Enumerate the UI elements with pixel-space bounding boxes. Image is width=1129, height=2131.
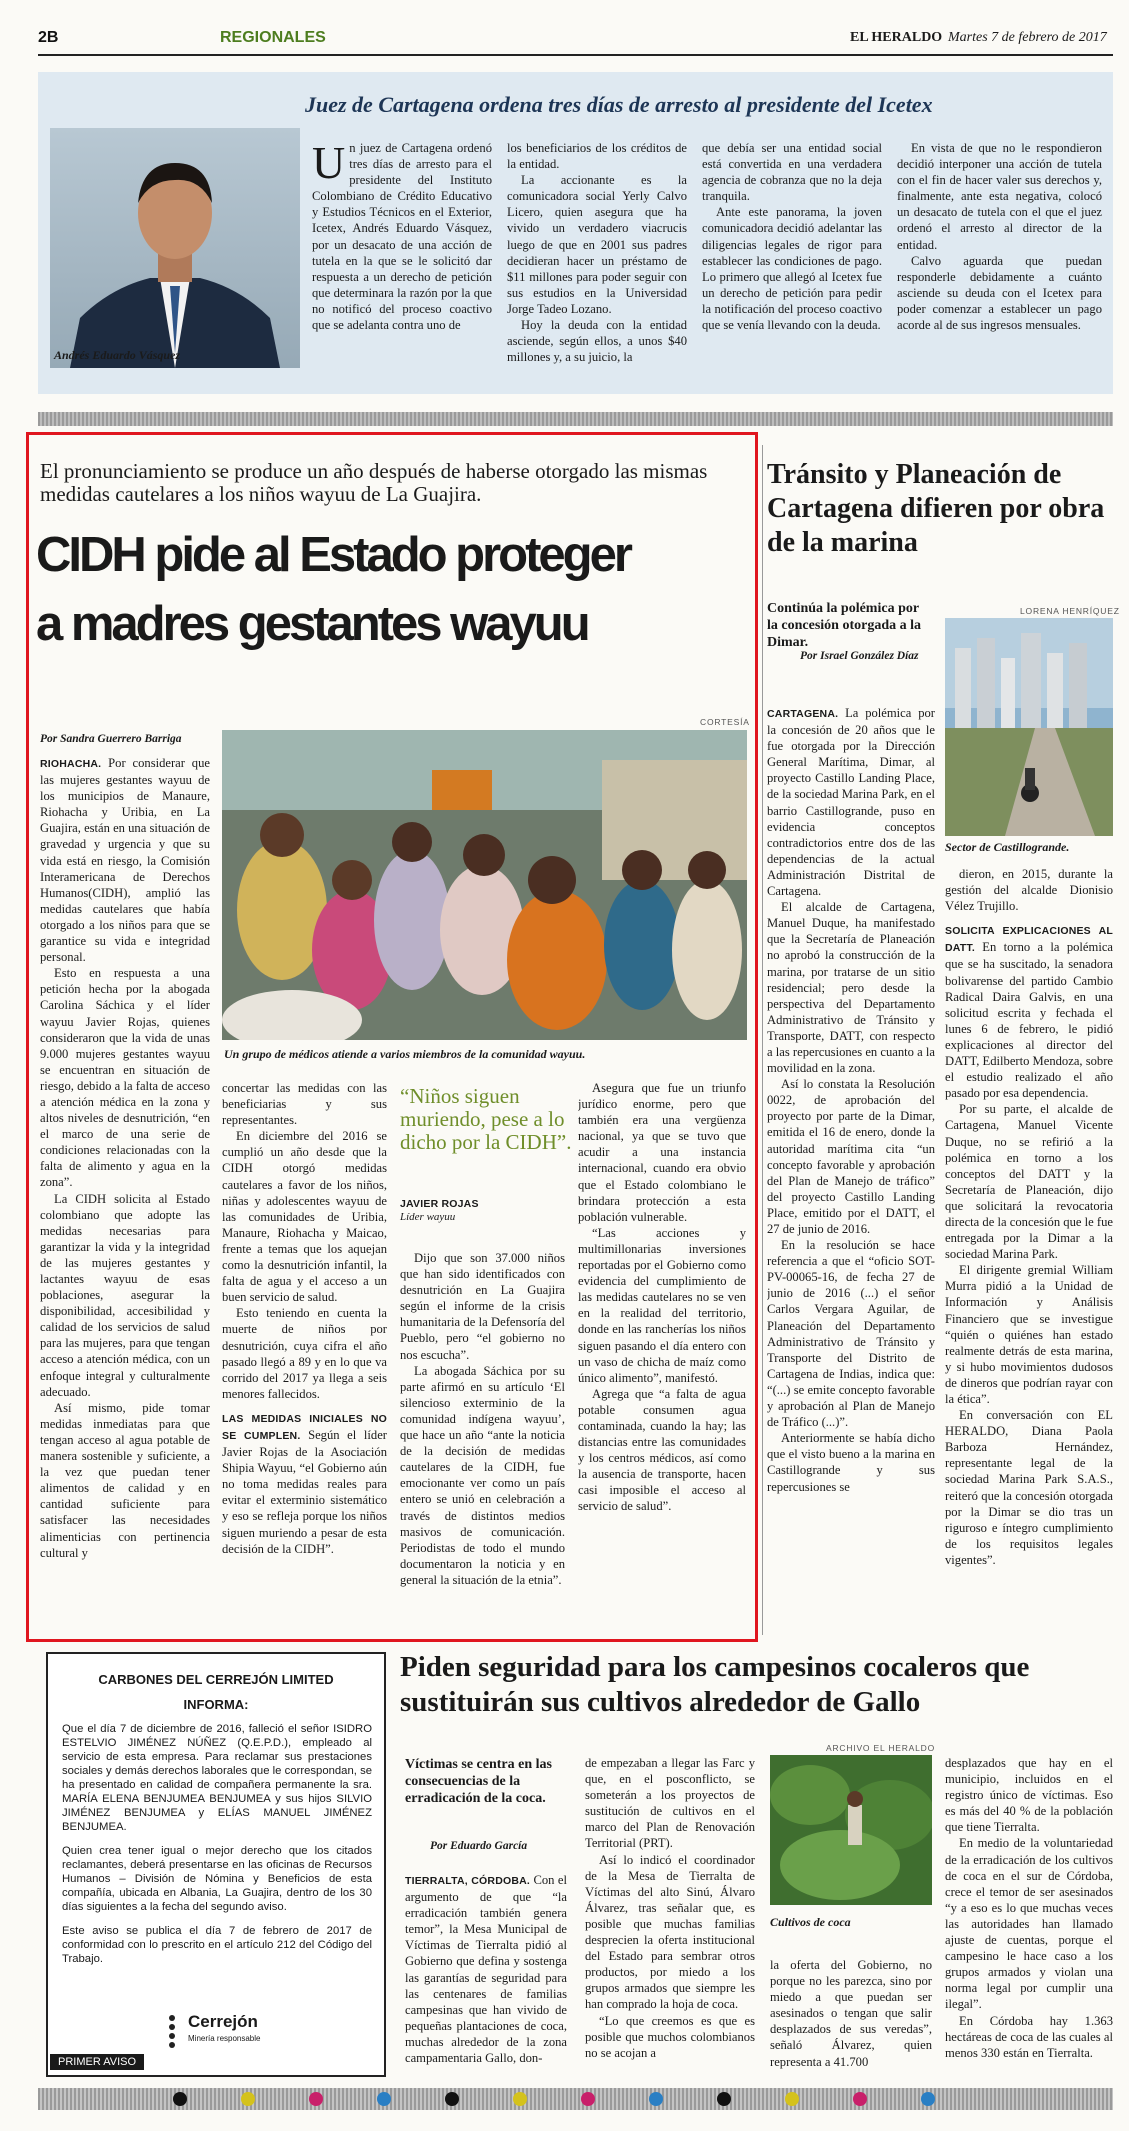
cidh-quote-author: JAVIER ROJAS bbox=[400, 1198, 479, 1210]
transito-text: En torno a la polémica que se ha suscitado, la senadora bolivarense del partido Cambio Radical Daira Galvis, en una solicitud escrita y fechada el lunes 6 de febrero, le pidió explicaciones al director del DATT, Edilberto Mendoza, sobre el estudio realizado el año pasado por esa dependencia. bbox=[945, 940, 1113, 1101]
icetex-paragraph: Ante este panorama, la joven comunicadora decidió adelantar las diligencias legales de rigor para establecer las condiciones de pago. Lo primero que allegó al Icetex fue un derecho de petición para pedir la notificación del proceso coactivo que se venía llevando con la deuda. bbox=[702, 205, 882, 333]
header-rule bbox=[38, 54, 1113, 56]
transito-paragraph: Por su parte, el alcalde de Cartagena, Manuel Vicente Duque, no se refirió a la polémica en torno a los conceptos del DATT y la Secretaría de Planeación, dijo que solicitará la revocatoria directa de la concesión que le fue entregada por la Dimar a la sociedad Marina Park. bbox=[945, 1102, 1113, 1262]
cidh-paragraph: Esto teniendo en cuenta la muerte de niños por desnutrición, cuya cifra el año pasado llegó a 89 y en lo que va corrido del 2017 ya llega a seis menores fallecidos. bbox=[222, 1306, 387, 1401]
cidh-paragraph bbox=[40, 755, 210, 965]
section-name: REGIONALES bbox=[220, 29, 326, 46]
cidh-column-4 bbox=[578, 1080, 746, 1610]
black-swatch-icon bbox=[445, 2092, 459, 2106]
gallo-paragraph: Así lo indicó el coordinador de la Mesa de Tierralta de Víctimas del alto Sinú, Álvaro Álvarez, tras señalar que, es posible que muchas familias desprecien la oferta institucional del Estado para sembrar otros productos, por miedo a los grupos armados que siempre les han comprado la hoja de coca. bbox=[585, 1852, 755, 2012]
transito-column-1 bbox=[767, 705, 935, 1625]
issue-date: Martes 7 de febrero de 2017 bbox=[948, 30, 1107, 45]
coca-crops-icon bbox=[770, 1755, 932, 1905]
gallo-photo-caption: Cultivos de coca bbox=[770, 1915, 851, 1929]
icetex-photo bbox=[50, 128, 300, 368]
cidh-headline-line-1: CIDH pide al Estado proteger bbox=[36, 528, 630, 582]
gallo-paragraph: “Lo que creemos es que es posible que muchos colombianos no se acojan a bbox=[585, 2013, 755, 2060]
notice-body bbox=[62, 1722, 372, 1966]
cerrejon-logo bbox=[160, 2010, 280, 2050]
icetex-column-4 bbox=[897, 140, 1102, 380]
transito-photo bbox=[945, 618, 1113, 836]
icetex-column-3 bbox=[702, 140, 882, 380]
transito-dateline: CARTAGENA. bbox=[767, 708, 839, 720]
transito-byline: Por Israel González Díaz bbox=[800, 650, 919, 662]
page-number: 2B bbox=[38, 29, 59, 46]
cidh-paragraph: La CIDH solicita al Estado colombiano que adopte las medidas necesarias para garantizar la vida y la integridad de las mujeres gestantes y lactantes wayuu de esas poblaciones, asegurar la disponibilidad, accesibilidad y calidad de los servicios de salud para las mujeres, para que tengan acceso a atención médica, con un enfoque integral y culturalmente adecuado. bbox=[40, 1191, 210, 1399]
community-photo-icon bbox=[222, 730, 747, 1040]
icetex-column-2 bbox=[507, 140, 687, 380]
notice-company: CARBONES DEL CERREJÓN LIMITED bbox=[98, 1672, 334, 1687]
icetex-dropcap: U bbox=[312, 140, 346, 188]
icetex-photo-caption: Andrés Eduardo Vásquez bbox=[54, 348, 181, 362]
cidh-deck: El pronunciamiento se produce un año después de haberse otorgado las mismas medidas cautelares a los niños wayuu de La Guajira. bbox=[40, 459, 708, 506]
gallo-headline: Piden seguridad para los campesinos cocaleros que sustituirán sus cultivos alrededor de Gallo bbox=[400, 1651, 1030, 1718]
transito-column-2 bbox=[945, 866, 1113, 1626]
gallo-paragraph: de empezaban a llegar las Farc y que, en el posconflicto, se someterán a los proyectos de sustitución de cultivos en el marco del Plan de Renovación Territorial (PRT). bbox=[585, 1756, 755, 1851]
cidh-subhead: LAS MEDIDAS INICIALES NO SE CUMPLEN. bbox=[222, 1412, 387, 1442]
cidh-paragraph: Esto en respuesta a una petición hecha por la abogada Carolina Sáchica y el líder wayuu Javier Rojas, quienes consideraron que la vida de unas 9.000 mujeres gestantes wayuu se encuentran en situación de riesgo, debido a la falta de acceso a atención médica en la zona y altos niveles de desnutrición, “en el marco de una serie de condiciones relacionadas con la falta de alimento y agua en la zona”. bbox=[40, 966, 210, 1190]
transito-subhead: SOLICITA EXPLICACIONES AL DATT. bbox=[945, 925, 1113, 955]
gallo-paragraph: la oferta del Gobierno, no porque no les parezca, sino por miedo a que puedan ser asesinados o tengan que salir desplazados de sus veredas”, señaló Álvarez, quien representa a 41.700 bbox=[770, 1958, 932, 2069]
notice-footer-label: PRIMER AVISO bbox=[50, 2054, 144, 2070]
icetex-paragraph: Hoy la deuda con la entidad asciende, según ellos, a unos $40 millones y, a su juicio, la bbox=[507, 318, 687, 365]
icetex-paragraph: los beneficiarios de los créditos de la entidad. bbox=[507, 141, 687, 172]
man-portrait-icon bbox=[50, 128, 300, 368]
cidh-quote-role: Líder wayuu bbox=[400, 1211, 456, 1223]
transito-paragraph: El alcalde de Cartagena, Manuel Duque, ha manifestado que la Secretaría de Planeación no aprobó la construcción de la marina, por tratarse de un sitio residencial; pero desde la perspectiva del Departamento Administrativo de Tránsito y Transporte, DATT, con respecto a las repercusiones en cuanto a la movilidad en la zona. bbox=[767, 900, 935, 1076]
icetex-column-1 bbox=[312, 140, 492, 380]
icetex-text-1: n juez de Cartagena ordenó tres días de arresto para el presidente del Instituto Colombiano de Crédito Educativo y Estudios Técnicos en el Exterior, Icetex, Andrés Eduardo Vásquez, por un desacato de una acción de tutela en la que se le solicitó dar respuesta a un derecho de petición que determinara la razón por la que no notificó del proceso coactivo que se adelanta contra uno de bbox=[312, 141, 492, 333]
cyan-swatch-icon bbox=[921, 2092, 935, 2106]
cidh-photo bbox=[222, 730, 747, 1040]
notice-title: INFORMA: bbox=[183, 1697, 249, 1712]
transito-paragraph: El dirigente gremial William Murra pidió a la Unidad de Información y Análisis Financiero que se investigue “quién o quiénes han estado realmente detrás de esta marina, y si hubo movimientos dudosos de dineros que podrían rayar con la ética”. bbox=[945, 1263, 1113, 1406]
cidh-byline: Por Sandra Guerrero Barriga bbox=[40, 733, 182, 745]
cidh-paragraph: Así mismo, pide tomar medidas inmediatas para que tengan acceso al agua potable de manera sostenible y suficiente, a la vez que puedan tener alimentos de calidad y en cantidad suficiente para satisfacer las necesidades alimenticias con pertinencia cultural y bbox=[40, 1400, 210, 1560]
transito-paragraph: Así lo constata la Resolución 0022, de aprobación del proyecto por parte de la Dimar, emitida el 16 de enero, donde la autoridad marítima cita “un concepto favorable y aprobación del Plan de Manejo de tráfico” del proyecto Castillo Landing Place, emitido por el DATT, el 27 de junio de 2016. bbox=[767, 1077, 935, 1236]
cidh-headline-line-2: a madres gestantes wayuu bbox=[36, 597, 588, 651]
magenta-swatch-icon bbox=[581, 2092, 595, 2106]
cidh-paragraph: concertar las medidas con las beneficiarias y sus representantes. bbox=[222, 1081, 387, 1128]
gallo-deck: Víctimas se centra en las consecuencias de la erradicación de la coca. bbox=[405, 1757, 552, 1806]
magenta-swatch-icon bbox=[853, 2092, 867, 2106]
gallo-photo-credit: ARCHIVO EL HERALDO bbox=[826, 1743, 936, 1753]
cidh-dateline: RIOHACHA. bbox=[40, 758, 102, 770]
print-registration-band bbox=[38, 2088, 1113, 2110]
transito-headline: Tránsito y Planeación de Cartagena difieren por obra de la marina bbox=[767, 459, 1105, 558]
transito-paragraph bbox=[767, 705, 935, 899]
transito-paragraph: En conversación con EL HERALDO, Diana Paola Barboza Hernández, representante legal de la sociedad Marina Park S.A.S., reiteró que la concesión otorgada por la Dimar se dio tras un riguroso e íntegro cumplimiento de los requisitos legales vigentes”. bbox=[945, 1408, 1113, 1567]
transito-text: La polémica por la concesión de 20 años que le fue otorgada por la Dirección General Marítima, Dimar, al proyecto Castillo Landing Place, de la sociedad Marina Park, en el barrio Castillogrande, puso en evidencia conceptos contradictorios entre dos de las dependencias de la actual Administración Distrital de Cartagena. bbox=[767, 706, 935, 899]
gallo-paragraph: En medio de la voluntariedad de la erradicación de los cultivos de coca en el sur de Córdoba, crece el temor de ser asesinados “y a eso es lo que muchas veces las autoridades han llamado ajuste de cuentas, porque el campesino le hace caso a los grupos armados y violan una norma legal por cumplir una ilegal”. bbox=[945, 1836, 1113, 2012]
icetex-headline: Juez de Cartagena ordena tres días de arresto al presidente del Icetex bbox=[305, 92, 933, 117]
cidh-paragraph: Asegura que fue un triunfo jurídico enorme, pero que también era una vergüenza nacional, ya que se tuvo que acudir a una instancia internacional, cuando era obvio que el Estado colombiano le brindara protección a esta población vulnerable. bbox=[578, 1081, 746, 1224]
transito-paragraph bbox=[945, 922, 1113, 1101]
transito-paragraph: dieron, en 2015, durante la gestión del alcalde Dionisio Vélez Trujillo. bbox=[945, 867, 1113, 914]
cidh-paragraph: Dijo que son 37.000 niños que han sido identificados con desnutrición en La Guajira según el informe de la crisis humanitaria de la Defensoría del Pueblo, pero “el gobierno no nos escucha”. bbox=[400, 1251, 565, 1362]
transito-deck: Continúa la polémica por la concesión otorgada a la Dimar. bbox=[767, 601, 921, 650]
transito-photo-credit: LORENA HENRÍQUEZ bbox=[1020, 606, 1120, 616]
gallo-column-4 bbox=[945, 1755, 1113, 2077]
icetex-paragraph: La accionante es la comunicadora social Yerly Calvo Licero, quien asegura que ha vivido un verdadero viacrucis luego de que en 2001 sus padres decidieran hacer un préstamo de $11 millones para poder seguir con sus estudios en la Universidad Jorge Tadeo Lozano. bbox=[507, 173, 687, 316]
city-skyline-icon bbox=[945, 618, 1113, 836]
yellow-swatch-icon bbox=[785, 2092, 799, 2106]
cidh-photo-caption: Un grupo de médicos atiende a varios miembros de la comunidad wayuu. bbox=[224, 1047, 586, 1061]
logo-tagline: Minería responsable bbox=[188, 2034, 261, 2043]
gallo-byline: Por Eduardo García bbox=[430, 1840, 528, 1852]
yellow-swatch-icon bbox=[241, 2092, 255, 2106]
icetex-paragraph: En vista de que no le respondieron decidió interponer una acción de tutela con el fin de hacer valer sus derechos y, finalmente, ante esta negativa, colocó un desacato de tutela con el que el juez ordenó el arresto al director de la entidad. bbox=[897, 141, 1102, 252]
cidh-text: Por considerar que las mujeres gestantes wayuu de los municipios de Manaure, Riohacha y Uribia, en La Guajira, están en una situación de gravedad y urgencia y que su vida está en riesgo, la Comisión Interamericana de Derechos Humanos(CIDH), amplió las medidas cautelares que había otorgado a los niños para que se garantice su vida e integridad personal. bbox=[40, 756, 210, 965]
cidh-column-3 bbox=[400, 1250, 565, 1610]
gallo-column-2 bbox=[585, 1755, 755, 2077]
paper-name: EL HERALDO bbox=[850, 30, 943, 45]
black-swatch-icon bbox=[717, 2092, 731, 2106]
registration-marks bbox=[148, 2092, 960, 2111]
cidh-paragraph: Agrega que “a falta de agua potable consumen agua contaminada, cuando la hay; las distancias entre las comunidades y los centros médicos, así como la ausencia de transporte, hacen casi imposible el acceso al servicio de salud”. bbox=[578, 1386, 746, 1514]
gallo-photo bbox=[770, 1755, 932, 1905]
gallo-paragraph: En Córdoba hay 1.363 hectáreas de coca de las cuales al menos 330 están en Tierralta. bbox=[945, 2013, 1113, 2060]
notice-paragraph: Que el día 7 de diciembre de 2016, falleció el señor ISIDRO ESTELVIO JIMÉNEZ NÚÑEZ (Q.E.P.D.), empleado al servicio de esta empresa. Para reclamar sus prestaciones sociales y demás derechos laborales que le correspondan, se ha presentado en calidad de compañera permanente la sra. MARÍA ELENA BENJUMEA BENJUMEA y sus hijos SILVIO JIMÉNEZ BENJUMEA y ELÍAS MANUEL JIMÉNEZ BENJUMEA. bbox=[62, 1723, 372, 1833]
cyan-swatch-icon bbox=[649, 2092, 663, 2106]
cidh-pull-quote: “Niños siguen muriendo, pese a lo dicho por la CIDH”. bbox=[400, 1084, 572, 1154]
gallo-paragraph: desplazados que hay en el municipio, incluidos en el registro único de víctimas. Eso es más del 40 % de la población que tiene Tierralta. bbox=[945, 1756, 1113, 1835]
cidh-paragraph: En diciembre del 2016 se cumplió un año desde que la CIDH otorgó medidas cautelares a favor de los niños, niñas y adolescentes wayuu de las comunidades de Uribia, Manaure, Riohacha y Maicao, frente a temas que los aquejan como la desnutrición infantil, la falta de agua y el acceso a un buen servicio de salud. bbox=[222, 1129, 387, 1305]
gallo-column-1 bbox=[405, 1872, 567, 2077]
transito-paragraph: En la resolución se hace referencia a que el “oficio SOT-PV-00065-16, de fecha 27 de junio de 2016 (...) el señor Carlos Vergara Aguilar, de Planeación del Departamento Administrativo de Tránsito y Transporte del Distrito de Cartagena de Indias, indica que: “(...) se emite concepto favorable y aprobación al Plan de Manejo de Tráfico (...)”. bbox=[767, 1238, 935, 1430]
transito-paragraph: Anteriormente se había dicho que el visto bueno a la marina en Castillogrande y sus repercusiones se bbox=[767, 1431, 935, 1494]
cerrejon-logo-icon bbox=[160, 2012, 184, 2048]
gallo-column-3 bbox=[770, 1957, 932, 2077]
magenta-swatch-icon bbox=[309, 2092, 323, 2106]
gallo-dateline: TIERRALTA, CÓRDOBA. bbox=[405, 1875, 531, 1887]
cidh-paragraph: La abogada Sáchica por su parte afirmó en su artículo ‘El silencioso exterminio de la comunidad indígena wayuu’, que hace un año “ante la noticia de la decisión de medidas cautelares de la CIDH, fue emocionante ver como un país entero se unió en celebración a través de distintos medios masivos de comunicación. Periodistas de todo el mundo documentaron la noticia y en general la situación de la etnia”. bbox=[400, 1363, 565, 1587]
logo-name: Cerrejón bbox=[188, 2012, 258, 2031]
gallo-text: Con el argumento de que “la erradicación también genera temor”, la Mesa Municipal de Víctimas de Tierralta pidió al Gobierno que defina y sostenga las garantías de seguridad para las centenares de familias campesinas que han vivido de pequeñas plantaciones de coca, muchas alrededor de la zona campamentaria Gallo, don- bbox=[405, 1873, 567, 2066]
column-rule bbox=[762, 445, 763, 1635]
icetex-paragraph: Calvo aguarda que puedan responderle debidamente a cuánto asciende su deuda con el Icetex para poder comenzar a establecer un pago acorde al de sus ingresos mensuales. bbox=[897, 253, 1102, 333]
icetex-paragraph: que debía ser una entidad social está convertida en una verdadera agencia de cobranza que no la deja tranquila. bbox=[702, 141, 882, 204]
notice-paragraph: Quien crea tener igual o mejor derecho que los citados reclamantes, deberá presentarse en las oficinas de Recursos Humanos – División de Nómina y Beneficios de esta compañía, ubicada en Albania, La Guajira, dentro de los 30 días siguientes a la fecha del segundo aviso. bbox=[62, 1845, 372, 1913]
cyan-swatch-icon bbox=[377, 2092, 391, 2106]
cidh-paragraph: “Las acciones y multimillonarias inversiones reportadas por el Gobierno como evidencia del cumplimiento de las medidas cautelares no se ven en la realidad del territorio, donde en las rancherías los niños siguen pasando el día entero con un vaso de chicha de maíz como único alimento”, manifestó. bbox=[578, 1225, 746, 1385]
notice-paragraph: Este aviso se publica el día 7 de febrero de 2017 de conformidad con lo prescrito en el artículo 212 del Código del Trabajo. bbox=[62, 1925, 372, 1965]
cidh-photo-credit: CORTESÍA bbox=[700, 717, 750, 727]
cidh-paragraph bbox=[222, 1410, 387, 1557]
section-divider-band bbox=[38, 412, 1113, 426]
cidh-text: Según el líder Javier Rojas de la Asociación Shipia Wayuu, “el Gobierno aún no toma medidas reales para evitar el exterminio sistemático y eso se refleja porque los niños siguen muriendo a pesar de esta decisión de la CIDH”. bbox=[222, 1427, 387, 1556]
black-swatch-icon bbox=[173, 2092, 187, 2106]
cidh-column-1 bbox=[40, 755, 210, 1610]
transito-photo-caption: Sector de Castillogrande. bbox=[945, 840, 1070, 854]
page-header bbox=[38, 26, 1113, 52]
cidh-column-2 bbox=[222, 1080, 387, 1610]
gallo-paragraph bbox=[405, 1872, 567, 2066]
yellow-swatch-icon bbox=[513, 2092, 527, 2106]
